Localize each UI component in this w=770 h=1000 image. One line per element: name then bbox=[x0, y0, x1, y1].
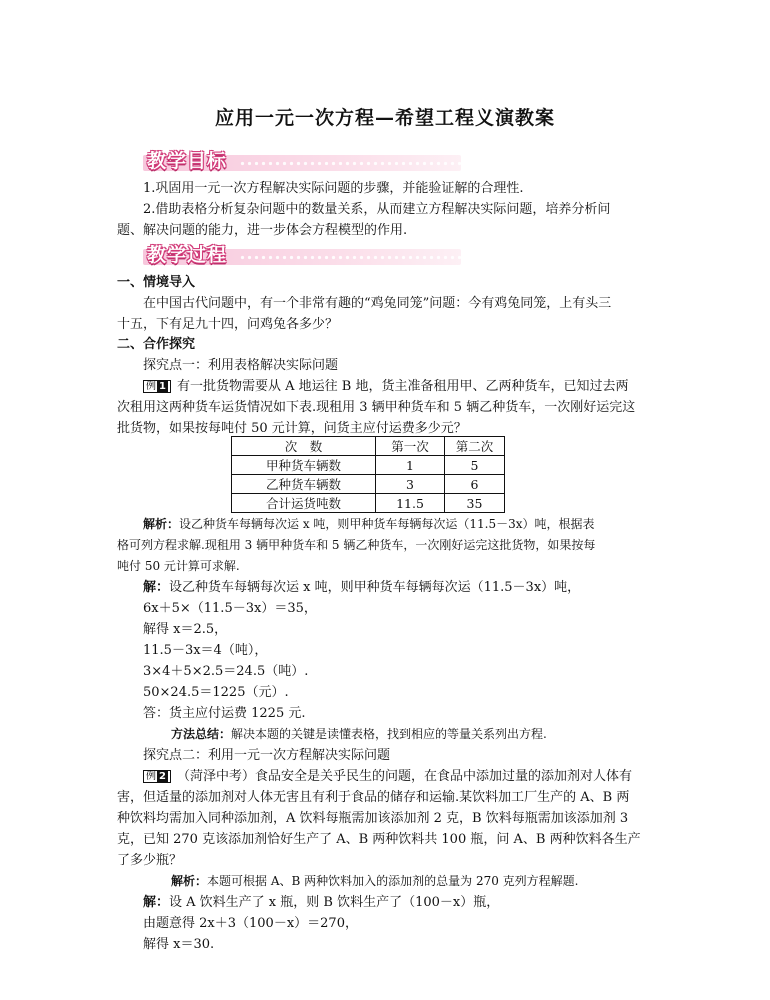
example-2-line-3: 种饮料均需加入同种添加剂，A 饮料每瓶需加该添加剂 2 克，B 饮料每瓶需加该添加剂 3 bbox=[117, 811, 629, 826]
table-header-cell: 次 数 bbox=[232, 437, 376, 456]
example-1-badge: 例 1 bbox=[143, 380, 171, 393]
table-cell: 11.5 bbox=[376, 494, 445, 513]
intro-line-1: 在中国古代问题中，有一个非常有趣的“鸡兔同笼”问题：今有鸡兔同笼，上有头三 bbox=[143, 296, 612, 311]
analysis-1-line-3: 吨付 50 元计算可求解. bbox=[117, 559, 240, 573]
solution-2-line-3: 解得 x＝30. bbox=[143, 937, 215, 952]
analysis-2 bbox=[171, 871, 711, 892]
banner-text: 教学过程 bbox=[147, 244, 228, 266]
table-header-row bbox=[232, 437, 505, 456]
goal-2-line-1: 2.借助表格分析复杂问题中的数量关系，从而建立方程解决实际问题，培养分析问 bbox=[143, 202, 611, 217]
analysis-text: 设乙种货车每辆每次运 x 吨，则甲种货车每辆每次运（11.5－3x）吨，根据表 bbox=[179, 517, 595, 531]
goal-2-line-2: 题、解决问题的能力，进一步体会方程模型的作用. bbox=[117, 223, 408, 238]
example-2-line-5: 了多少瓶？ bbox=[117, 853, 183, 868]
table-row bbox=[232, 494, 505, 513]
freight-table bbox=[231, 436, 505, 513]
analysis-1-line-2: 格可列方程求解.现租用 3 辆甲种货车和 5 辆乙种货车，一次刚好运完这批货物，如果按每 bbox=[117, 538, 596, 552]
method-text: 解决本题的关键是读懂表格，找到相应的等量关系列出方程. bbox=[231, 727, 547, 741]
solution-1-line-6: 50×24.5＝1225（元）. bbox=[143, 685, 289, 700]
table-cell: 1 bbox=[376, 456, 445, 475]
explore-point-2: 探究点二：利用一元一次方程解决实际问题 bbox=[143, 748, 391, 763]
table-cell: 合计运货吨数 bbox=[232, 494, 376, 513]
solution-text: 设乙种货车每辆每次运 x 吨，则甲种货车每辆每次运（11.5－3x）吨， bbox=[169, 580, 581, 595]
example-2-line-2: 害，但适量的添加剂对人体无害且有利于食品的储存和运输.某饮料加工厂生产的 A、B 两 bbox=[117, 790, 630, 805]
method-summary bbox=[171, 724, 711, 745]
method-label: 方法总结： bbox=[171, 727, 232, 741]
banner-text: 教学目标 bbox=[147, 150, 228, 172]
example-2-text: （菏泽中考）食品安全是关乎民生的问题，在食品中添加过量的添加剂对人体有 bbox=[176, 769, 632, 784]
example-1-line-3: 批货物，如果按每吨付 50 元计算，问货主应付运费多少元？ bbox=[117, 421, 467, 436]
table-cell: 甲种货车辆数 bbox=[232, 456, 376, 475]
intro-heading: 一、情境导入 bbox=[117, 275, 196, 290]
solution-text: 设 A 饮料生产了 x 瓶，则 B 饮料生产了（100－x）瓶， bbox=[169, 895, 500, 910]
solution-1-line-1 bbox=[143, 577, 683, 598]
table-cell: 乙种货车辆数 bbox=[232, 475, 376, 494]
example-2-line-1 bbox=[143, 766, 683, 787]
example-1-text: 有一批货物需要从 A 地运往 B 地，货主准备租用甲、乙两种货车，已知过去两 bbox=[176, 379, 629, 394]
table-cell: 35 bbox=[445, 494, 505, 513]
solution-2-line-1 bbox=[143, 892, 683, 913]
solution-1-line-5: 3×4＋5×2.5＝24.5（吨）. bbox=[143, 664, 309, 679]
solution-label: 解： bbox=[143, 580, 170, 595]
explore-heading: 二、合作探究 bbox=[117, 337, 196, 352]
goal-1: 1.巩固用一元一次方程解决实际问题的步骤，并能验证解的合理性. bbox=[143, 181, 524, 196]
table-row bbox=[232, 475, 505, 494]
table-row bbox=[232, 456, 505, 475]
table-cell: 5 bbox=[445, 456, 505, 475]
banner-dots bbox=[239, 254, 461, 262]
solution-1-line-4: 11.5－3x＝4（吨）， bbox=[143, 643, 268, 658]
solution-1-line-3: 解得 x＝2.5， bbox=[143, 622, 228, 637]
analysis-1-line-1 bbox=[143, 514, 683, 535]
example-1-line-1 bbox=[143, 376, 683, 397]
section-banner-goals bbox=[143, 146, 461, 176]
intro-line-2: 十五，下有足九十四，问鸡兔各多少？ bbox=[117, 317, 339, 332]
solution-1-line-2: 6x＋5×（11.5－3x）＝35， bbox=[143, 601, 317, 616]
analysis-label: 解析： bbox=[143, 517, 180, 531]
page-title: 应用一元一次方程—希望工程义演教案 bbox=[214, 107, 555, 129]
analysis-text: 本题可根据 A、B 两种饮料加入的添加剂的总量为 270 克列方程解题. bbox=[207, 874, 579, 888]
table-header-cell: 第一次 bbox=[376, 437, 445, 456]
analysis-label: 解析： bbox=[171, 874, 208, 888]
solution-2-line-2: 由题意得 2x＋3（100－x）＝270， bbox=[143, 916, 358, 931]
banner-dots bbox=[239, 160, 461, 168]
solution-label: 解： bbox=[143, 895, 170, 910]
example-2-badge: 例 2 bbox=[143, 770, 171, 783]
table-cell: 3 bbox=[376, 475, 445, 494]
example-1-line-2: 次租用这两种货车运货情况如下表.现租用 3 辆甲种货车和 5 辆乙种货车，一次刚好运完这 bbox=[117, 400, 636, 415]
table-cell: 6 bbox=[445, 475, 505, 494]
explore-point-1: 探究点一：利用表格解决实际问题 bbox=[143, 358, 339, 373]
section-banner-process bbox=[143, 240, 461, 270]
example-2-line-4: 克，已知 270 克该添加剂恰好生产了 A、B 两种饮料共 100 瓶，问 A、B 两种饮料各生产 bbox=[117, 832, 641, 847]
solution-1-answer: 答：货主应付运费 1225 元. bbox=[143, 706, 306, 721]
table-header-cell: 第二次 bbox=[445, 437, 505, 456]
